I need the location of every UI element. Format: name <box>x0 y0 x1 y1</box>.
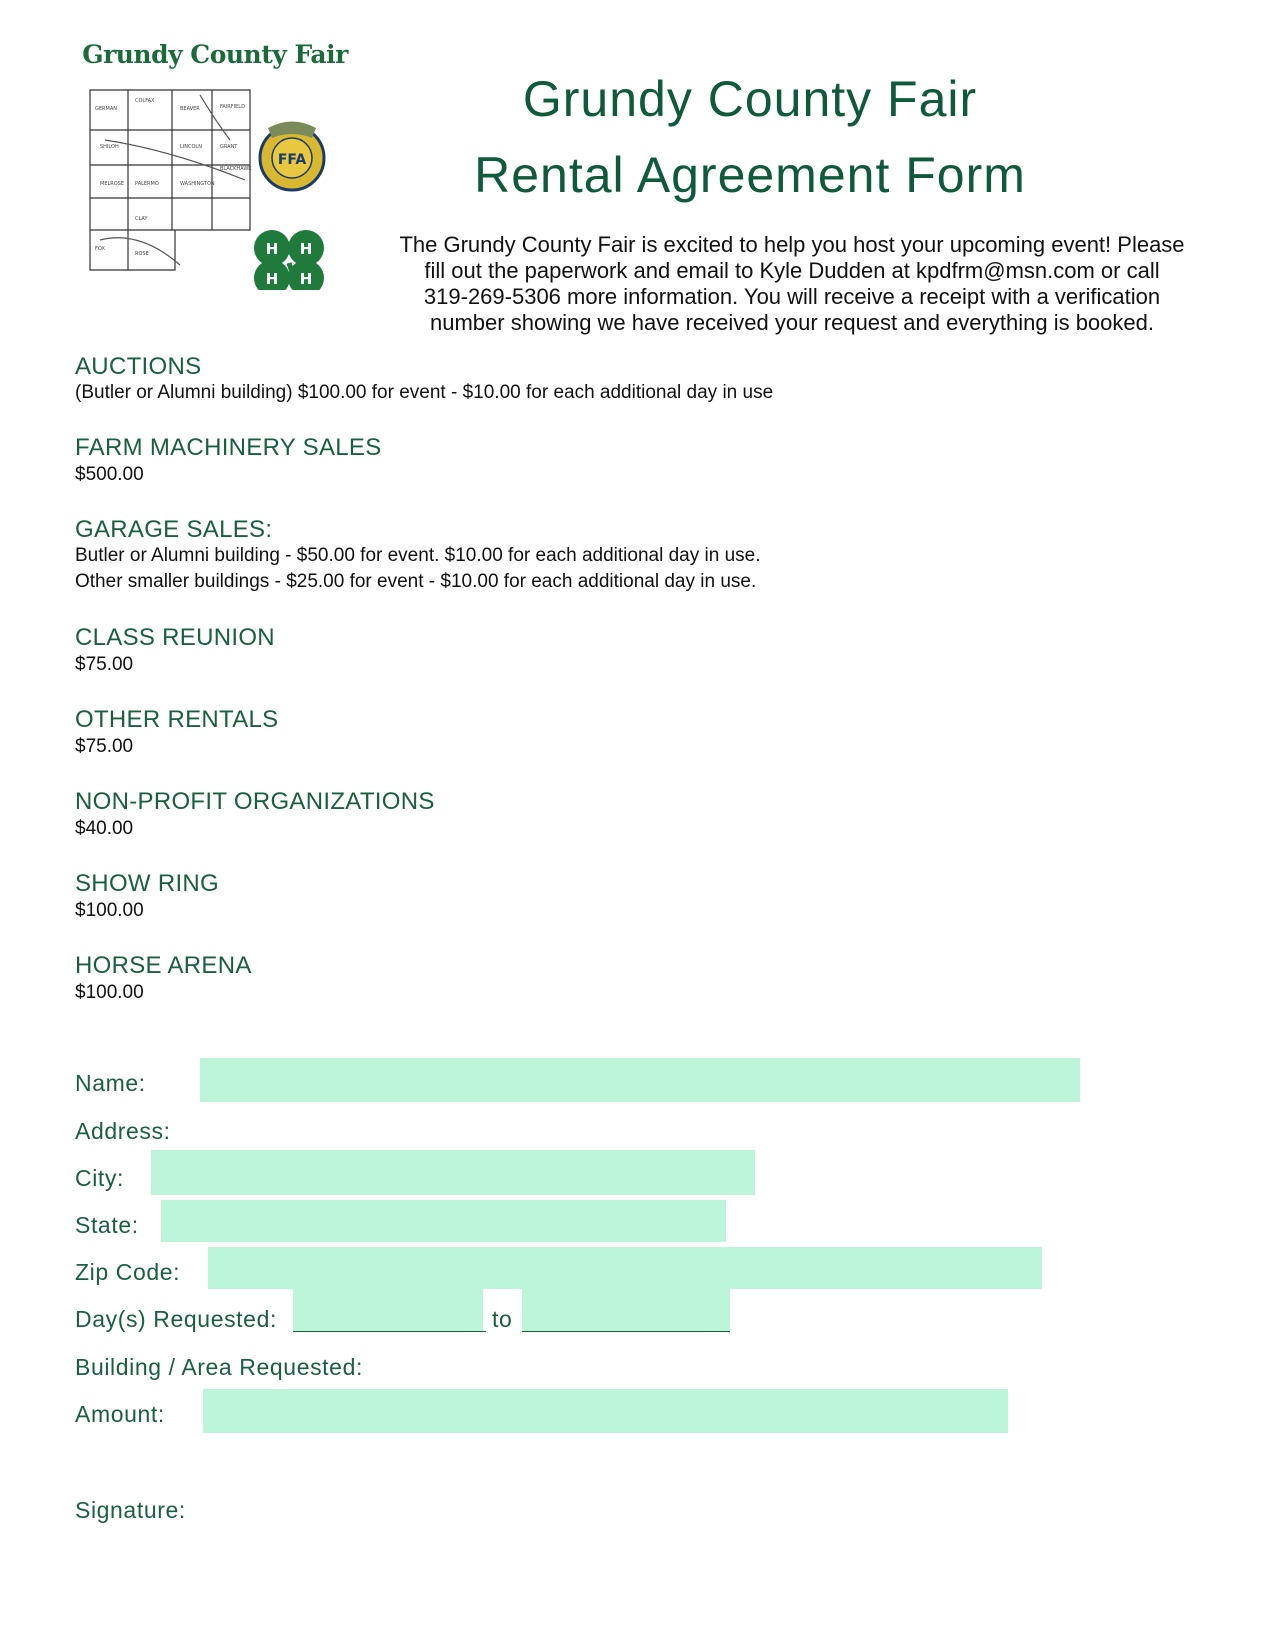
section-text: $100.00 <box>75 982 144 1003</box>
svg-text:GRANT: GRANT <box>220 144 238 150</box>
fair-logo <box>80 40 350 300</box>
section-heading-garage-sales: GARAGE SALES: <box>75 516 273 543</box>
intro-paragraph <box>372 232 1212 336</box>
svg-text:ROSE: ROSE <box>135 251 149 257</box>
svg-text:SHILOH: SHILOH <box>100 144 119 150</box>
svg-text:FFA: FFA <box>277 152 307 168</box>
svg-text:GERMAN: GERMAN <box>95 106 117 112</box>
page-subtitle: Rental Agreement Form <box>474 147 1026 203</box>
city-input[interactable] <box>151 1150 755 1195</box>
days-to-label: to <box>492 1306 513 1332</box>
svg-text:BEAVER: BEAVER <box>180 106 200 112</box>
svg-text:H: H <box>265 270 279 288</box>
start-day-input[interactable] <box>293 1282 483 1332</box>
amount-input[interactable] <box>203 1389 1008 1433</box>
section-text: $75.00 <box>75 654 134 675</box>
svg-text:COLFAX: COLFAX <box>135 98 155 104</box>
page-title: Grundy County Fair <box>522 71 978 127</box>
section-heading-other-rentals: OTHER RENTALS <box>75 706 279 733</box>
intro-line: 319-269-5306 more information. You will receive a receipt with a verification <box>423 284 1161 309</box>
intro-line: number showing we have received your request and everything is booked. <box>430 310 1154 335</box>
intro-line: The Grundy County Fair is excited to help you host your upcoming event! Please <box>399 232 1185 257</box>
building-area-label: Building / Area Requested: <box>75 1354 363 1380</box>
svg-text:MELROSE: MELROSE <box>100 181 125 187</box>
section-heading-horse-arena: HORSE ARENA <box>75 952 252 979</box>
svg-text:WASHINGTON: WASHINGTON <box>180 181 215 187</box>
section-text: (Butler or Alumni building) $100.00 for event - $10.00 for each additional day in use <box>75 382 774 403</box>
name-label: Name: <box>75 1070 146 1096</box>
city-label: City: <box>75 1165 124 1191</box>
end-day-underline <box>522 1331 730 1332</box>
zip-code-label: Zip Code: <box>75 1259 181 1285</box>
days-requested-label: Day(s) Requested: <box>75 1306 277 1332</box>
county-map-icon <box>80 80 350 290</box>
section-heading-show-ring: SHOW RING <box>75 870 220 897</box>
svg-text:FOX: FOX <box>95 246 105 252</box>
intro-line: fill out the paperwork and email to Kyle Dudden at kpdfrm@msn.com or call <box>424 258 1160 283</box>
svg-text:PALERMO: PALERMO <box>135 181 159 187</box>
section-text: $75.00 <box>75 736 134 757</box>
amount-label: Amount: <box>75 1401 165 1427</box>
section-text: Butler or Alumni building - $50.00 for event. $10.00 for each additional day in use. <box>75 545 761 566</box>
section-text: Other smaller buildings - $25.00 for event - $10.00 for each additional day in use. <box>75 571 757 592</box>
end-day-input[interactable] <box>522 1282 730 1332</box>
svg-text:FAIRFIELD: FAIRFIELD <box>220 104 245 110</box>
section-heading-non-profit: NON-PROFIT ORGANIZATIONS <box>75 788 435 815</box>
section-text: $100.00 <box>75 900 144 921</box>
logo-title: Grundy County Fair <box>82 40 348 69</box>
section-heading-farm-machinery: FARM MACHINERY SALES <box>75 434 382 461</box>
svg-text:CLAY: CLAY <box>135 216 148 222</box>
section-text: $500.00 <box>75 464 144 485</box>
name-input[interactable] <box>200 1058 1080 1102</box>
address-label: Address: <box>75 1118 171 1144</box>
svg-text:H: H <box>265 240 279 258</box>
svg-text:BLACKHAWK: BLACKHAWK <box>220 166 252 172</box>
section-heading-auctions: AUCTIONS <box>75 353 202 380</box>
section-heading-class-reunion: CLASS REUNION <box>75 624 275 651</box>
svg-text:H: H <box>299 270 313 288</box>
svg-text:H: H <box>299 240 313 258</box>
signature-label: Signature: <box>75 1497 186 1523</box>
state-input[interactable] <box>161 1200 726 1242</box>
start-day-underline <box>293 1331 486 1332</box>
svg-text:LINCOLN: LINCOLN <box>180 144 202 150</box>
section-text: $40.00 <box>75 818 134 839</box>
state-label: State: <box>75 1212 139 1238</box>
